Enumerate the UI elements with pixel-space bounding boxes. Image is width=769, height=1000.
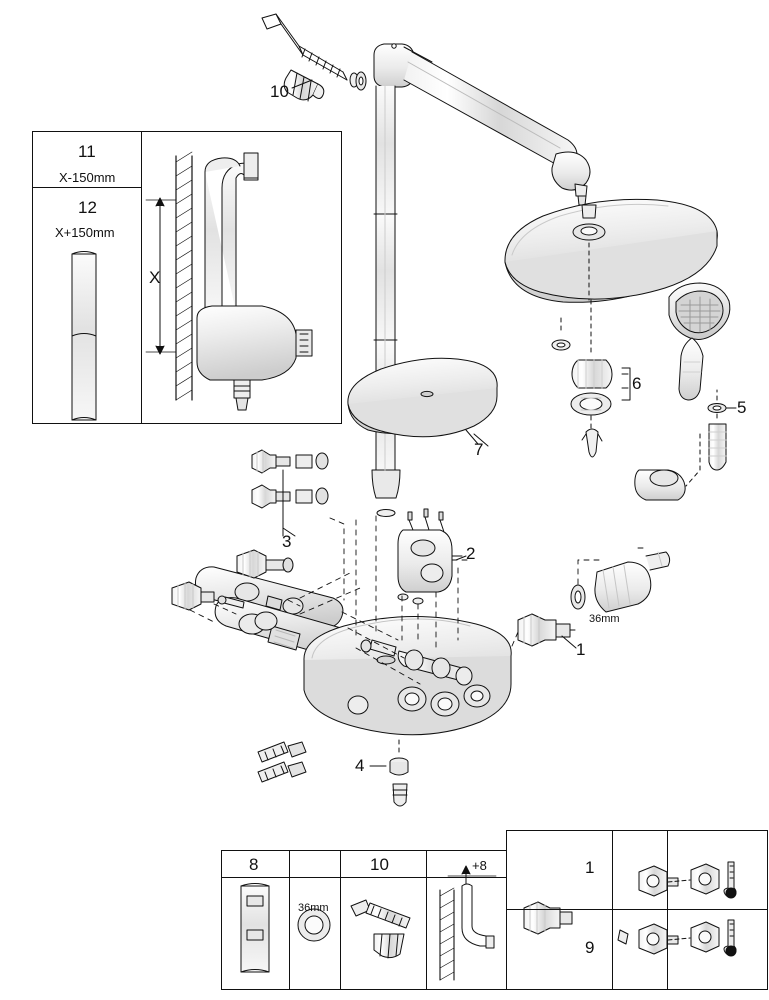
left-panel-row-12-number: 12	[78, 198, 97, 217]
bottom-right-panel-divider-inner	[613, 830, 668, 990]
dimension-label-x: X	[149, 268, 161, 287]
callout-1: 1	[576, 640, 586, 659]
callout-3: 3	[282, 532, 292, 551]
bottom-cell-offset-note: +8	[472, 858, 487, 873]
bottom-cell-8-note: 36mm	[298, 902, 329, 914]
bottom-right-row-1-number: 1	[585, 858, 595, 877]
bottom-cell-10-number: 10	[370, 855, 389, 874]
callout-10: 10	[270, 82, 289, 101]
callout-6: 6	[632, 374, 642, 393]
left-panel-row-11-spec: X-150mm	[59, 170, 116, 185]
bottom-right-row-9-number: 9	[585, 938, 595, 957]
bottom-cell-8-number: 8	[249, 855, 259, 874]
callout-2: 2	[466, 544, 476, 563]
callout-5: 5	[737, 398, 747, 417]
left-panel-row-11-number: 11	[78, 142, 96, 161]
left-panel-row-12-spec: X+150mm	[55, 225, 115, 240]
callout-4: 4	[355, 756, 365, 775]
left-panel-row-divider	[32, 187, 142, 188]
bottom-panel-header-rule	[221, 850, 507, 878]
annotation-36mm: 36mm	[589, 613, 620, 625]
callout-7: 7	[474, 440, 484, 459]
